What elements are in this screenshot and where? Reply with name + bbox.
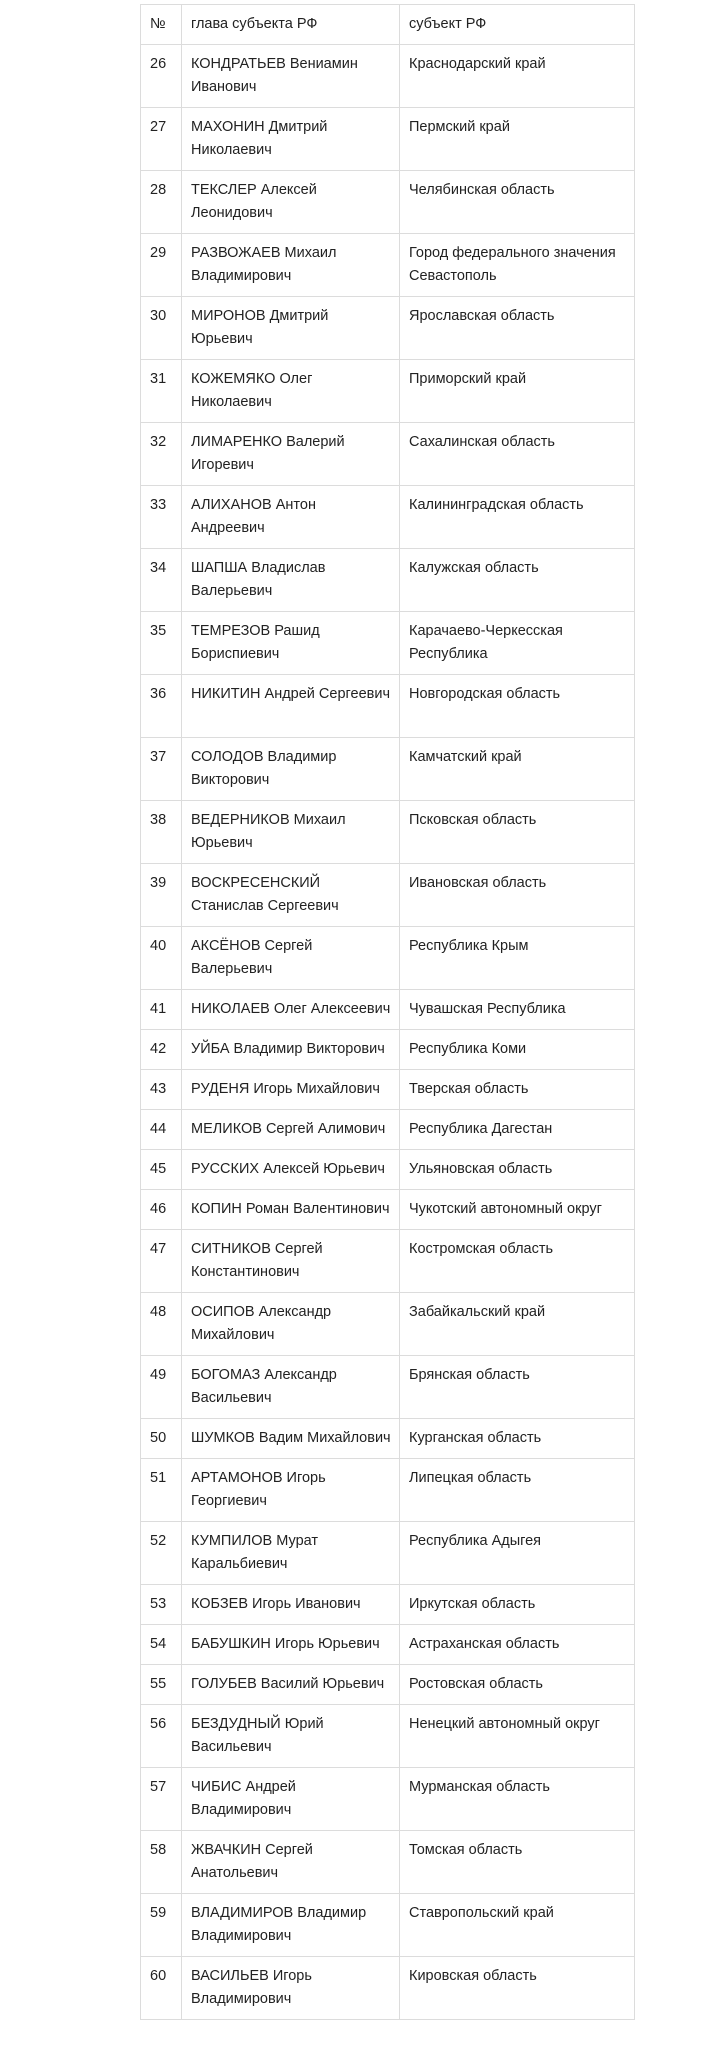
table-row [141,1030,635,1070]
cell-number: 45 [141,1150,182,1190]
cell-governor-name: КУМПИЛОВ Мурат Каральбиевич [182,1522,400,1585]
cell-governor-name: АРТАМОНОВ Игорь Георгиевич [182,1459,400,1522]
cell-governor-name: ТЕКСЛЕР Алексей Леонидович [182,171,400,234]
table-row [141,549,635,612]
cell-number: 38 [141,801,182,864]
cell-region: Мурманская область [400,1768,635,1831]
table-row [141,612,635,675]
cell-governor-name: СИТНИКОВ Сергей Константинович [182,1230,400,1293]
cell-governor-name: МИРОНОВ Дмитрий Юрьевич [182,297,400,360]
table-row [141,1705,635,1768]
cell-governor-name: КОБЗЕВ Игорь Иванович [182,1585,400,1625]
cell-region: Республика Дагестан [400,1110,635,1150]
cell-number: 59 [141,1894,182,1957]
table-row [141,297,635,360]
table-row [141,45,635,108]
cell-number: 58 [141,1831,182,1894]
cell-region: Липецкая область [400,1459,635,1522]
cell-number: 60 [141,1957,182,2020]
cell-number: 48 [141,1293,182,1356]
cell-governor-name: МЕЛИКОВ Сергей Алимович [182,1110,400,1150]
table-row [141,1894,635,1957]
cell-governor-name: ВЛАДИМИРОВ Владимир Владимирович [182,1894,400,1957]
cell-region: Ставропольский край [400,1894,635,1957]
cell-number: 46 [141,1190,182,1230]
table-row [141,1110,635,1150]
table-row [141,1522,635,1585]
table-row [141,1831,635,1894]
table-row [141,1957,635,2020]
cell-number: 39 [141,864,182,927]
cell-governor-name: ШУМКОВ Вадим Михайлович [182,1419,400,1459]
header-region: субъект РФ [400,5,635,45]
table-row [141,738,635,801]
cell-number: 28 [141,171,182,234]
table-header [141,5,635,45]
header-governor: глава субъекта РФ [182,5,400,45]
cell-region: Краснодарский край [400,45,635,108]
cell-number: 37 [141,738,182,801]
cell-number: 51 [141,1459,182,1522]
cell-region: Республика Адыгея [400,1522,635,1585]
table-row [141,1625,635,1665]
cell-number: 47 [141,1230,182,1293]
table-row [141,927,635,990]
cell-governor-name: ЛИМАРЕНКО Валерий Игоревич [182,423,400,486]
header-number: № [141,5,182,45]
cell-region: Ростовская область [400,1665,635,1705]
table-row [141,171,635,234]
cell-number: 56 [141,1705,182,1768]
table-header-row [141,5,635,45]
cell-number: 43 [141,1070,182,1110]
cell-governor-name: БАБУШКИН Игорь Юрьевич [182,1625,400,1665]
cell-region: Забайкальский край [400,1293,635,1356]
cell-governor-name: ЧИБИС Андрей Владимирович [182,1768,400,1831]
cell-governor-name: ТЕМРЕЗОВ Рашид Бориспиевич [182,612,400,675]
cell-governor-name: РУССКИХ Алексей Юрьевич [182,1150,400,1190]
cell-region: Приморский край [400,360,635,423]
cell-governor-name: НИКОЛАЕВ Олег Алексеевич [182,990,400,1030]
cell-region: Иркутская область [400,1585,635,1625]
cell-region: Челябинская область [400,171,635,234]
cell-region: Костромская область [400,1230,635,1293]
cell-number: 27 [141,108,182,171]
cell-region: Калужская область [400,549,635,612]
governors-table [140,4,635,2020]
cell-number: 44 [141,1110,182,1150]
cell-number: 31 [141,360,182,423]
cell-region: Новгородская область [400,675,635,738]
cell-number: 49 [141,1356,182,1419]
cell-governor-name: КОЖЕМЯКО Олег Николаевич [182,360,400,423]
cell-number: 42 [141,1030,182,1070]
cell-region: Курганская область [400,1419,635,1459]
cell-region: Чукотский автономный округ [400,1190,635,1230]
table-row [141,486,635,549]
cell-governor-name: ОСИПОВ Александр Михайлович [182,1293,400,1356]
cell-region: Республика Крым [400,927,635,990]
cell-region: Чувашская Республика [400,990,635,1030]
table-row [141,1768,635,1831]
table-row [141,1459,635,1522]
cell-governor-name: БЕЗДУДНЫЙ Юрий Васильевич [182,1705,400,1768]
table-row [141,1293,635,1356]
table-row [141,675,635,738]
cell-region: Камчатский край [400,738,635,801]
cell-governor-name: СОЛОДОВ Владимир Викторович [182,738,400,801]
cell-region: Астраханская область [400,1625,635,1665]
cell-governor-name: БОГОМАЗ Александр Васильевич [182,1356,400,1419]
cell-region: Карачаево-Черкесская Республика [400,612,635,675]
table-row [141,1230,635,1293]
cell-region: Сахалинская область [400,423,635,486]
table-row [141,1419,635,1459]
cell-governor-name: КОНДРАТЬЕВ Вениамин Иванович [182,45,400,108]
cell-number: 30 [141,297,182,360]
cell-region: Ярославская область [400,297,635,360]
cell-governor-name: АЛИХАНОВ Антон Андреевич [182,486,400,549]
governors-table-container [140,4,634,2020]
cell-governor-name: ГОЛУБЕВ Василий Юрьевич [182,1665,400,1705]
cell-governor-name: КОПИН Роман Валентинович [182,1190,400,1230]
table-row [141,1070,635,1110]
cell-governor-name: УЙБА Владимир Викторович [182,1030,400,1070]
cell-number: 32 [141,423,182,486]
cell-governor-name: МАХОНИН Дмитрий Николаевич [182,108,400,171]
table-row [141,1665,635,1705]
cell-region: Ненецкий автономный округ [400,1705,635,1768]
cell-number: 41 [141,990,182,1030]
cell-governor-name: ВЕДЕРНИКОВ Михаил Юрьевич [182,801,400,864]
table-row [141,1585,635,1625]
cell-region: Кировская область [400,1957,635,2020]
cell-governor-name: ВАСИЛЬЕВ Игорь Владимирович [182,1957,400,2020]
table-row [141,360,635,423]
cell-region: Город федерального значения Севастополь [400,234,635,297]
cell-region: Калининградская область [400,486,635,549]
table-row [141,108,635,171]
cell-governor-name: ВОСКРЕСЕНСКИЙ Станислав Сергеевич [182,864,400,927]
cell-region: Пермский край [400,108,635,171]
cell-region: Псковская область [400,801,635,864]
cell-number: 57 [141,1768,182,1831]
cell-region: Брянская область [400,1356,635,1419]
cell-number: 52 [141,1522,182,1585]
cell-number: 35 [141,612,182,675]
cell-region: Республика Коми [400,1030,635,1070]
cell-number: 40 [141,927,182,990]
cell-number: 29 [141,234,182,297]
cell-number: 55 [141,1665,182,1705]
cell-governor-name: ЖВАЧКИН Сергей Анатольевич [182,1831,400,1894]
table-row [141,1190,635,1230]
cell-governor-name: НИКИТИН Андрей Сергеевич [182,675,400,738]
cell-region: Томская область [400,1831,635,1894]
cell-governor-name: АКСЁНОВ Сергей Валерьевич [182,927,400,990]
cell-region: Ивановская область [400,864,635,927]
table-row [141,423,635,486]
cell-region: Ульяновская область [400,1150,635,1190]
table-row [141,990,635,1030]
table-row [141,1356,635,1419]
cell-number: 26 [141,45,182,108]
cell-governor-name: ШАПША Владислав Валерьевич [182,549,400,612]
cell-number: 50 [141,1419,182,1459]
table-row [141,864,635,927]
table-row [141,801,635,864]
cell-number: 36 [141,675,182,738]
cell-number: 34 [141,549,182,612]
table-row [141,234,635,297]
cell-number: 33 [141,486,182,549]
cell-governor-name: РАЗВОЖАЕВ Михаил Владимирович [182,234,400,297]
table-row [141,1150,635,1190]
cell-number: 53 [141,1585,182,1625]
table-body [141,45,635,2020]
cell-number: 54 [141,1625,182,1665]
cell-region: Тверская область [400,1070,635,1110]
cell-governor-name: РУДЕНЯ Игорь Михайлович [182,1070,400,1110]
